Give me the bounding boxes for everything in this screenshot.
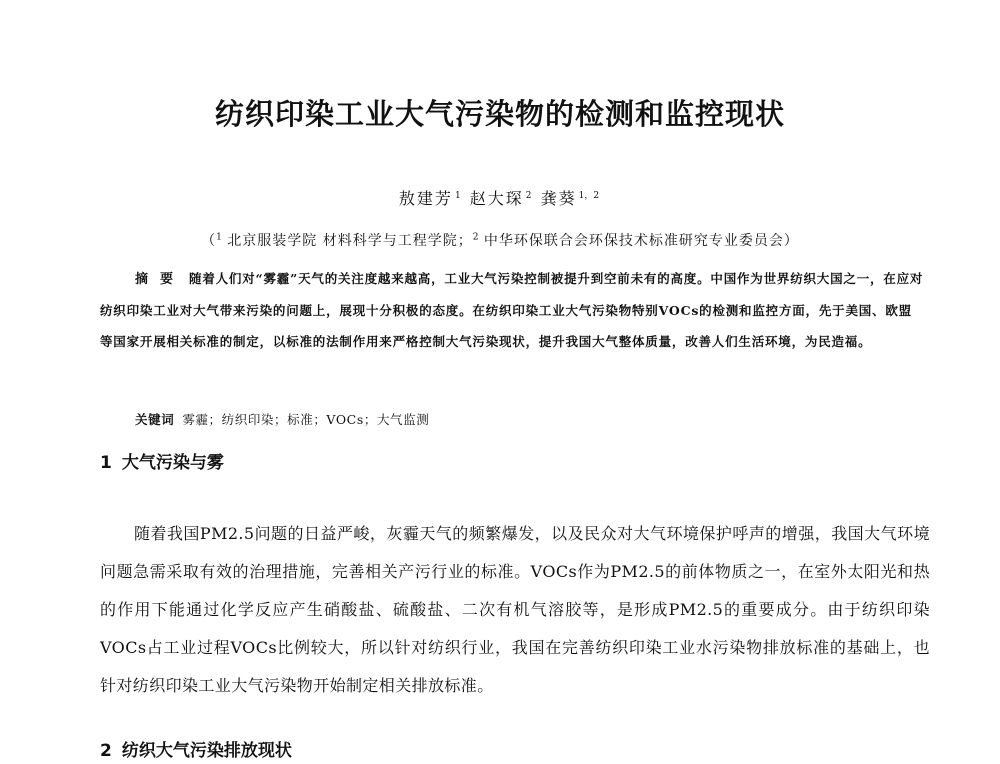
section-number: 1 xyxy=(100,453,112,473)
abstract xyxy=(100,263,925,357)
section-1-paragraph: 随着我国PM2.5问题的日益严峻，灰霾天气的频繁爆发，以及民众对大气环境保护呼声的增强，我国大气环境问题急需采取有效的治理措施，完善相关产污行业的标准。VOCs作为PM2.5的前体物质之一，在室外太阳光和热的作用下能通过化学反应产生硝酸盐、硫酸盐、二次有机气溶胶等，是形成PM2.5的重要成分。由于纺织印染VOCs占工业过程VOCs比例较大，所以针对纺织行业，我国在完善纺织印染工业水污染物排放标准的基础上，也针对纺织印染工业大气污染物开始制定相关排放标准。 xyxy=(100,524,930,695)
abstract-text: 随着人们对“雾霾”天气的关注度越来越高，工业大气污染控制被提升到空前未有的高度。中国作为世界纺织大国之一，在应对纺织印染工业对大气带来污染的问题上，展现十分积极的态度。在纺织印染工业大气污染物特别VOCs的检测和监控方面，先于美国、欧盟等国家开展相关标准的制定，以标准的法制作用来严格控制大气污染现状，提升我国大气整体质量，改善人们生活环境，为民造福。 xyxy=(100,271,924,349)
author-name: 龚葵 xyxy=(540,189,577,208)
author-name: 敖建芳 xyxy=(398,189,453,208)
section-number: 2 xyxy=(100,741,112,761)
author-name: 赵大琛 xyxy=(469,189,524,208)
affiliation-mark: 2 xyxy=(472,232,479,243)
author-affiliation-mark: 1 xyxy=(454,190,461,201)
section-title: 大气污染与雾 xyxy=(121,453,224,473)
affiliation-1: 北京服装学院 材料科学与工程学院； xyxy=(221,233,473,249)
paper-title: 纺织印染工业大气污染物的检测和监控现状 xyxy=(214,97,785,131)
affiliations: （$^1$ 北京服装学院 材料科学与工程学院；$^2$ 中华环保联合会环保技术标准研究专业委员会） xyxy=(201,232,799,249)
affiliation-2: 中华环保联合会环保技术标准研究专业委员会） xyxy=(478,233,799,249)
abstract-label: 摘要 xyxy=(135,272,186,287)
section-heading-2 xyxy=(100,736,292,761)
keywords-text: 雾霾；纺织印染；标准；VOCs；大气监测 xyxy=(182,412,430,427)
section-heading-1 xyxy=(100,448,224,473)
author-affiliation-mark: 1，2 xyxy=(578,190,600,201)
author-list xyxy=(0,186,1000,209)
affiliation-mark: 1 xyxy=(216,232,222,243)
author-affiliation-mark: 2 xyxy=(525,190,532,201)
section-title: 纺织大气污染排放现状 xyxy=(121,741,292,761)
keywords-label: 关键词 xyxy=(135,412,175,427)
keywords xyxy=(135,410,935,428)
